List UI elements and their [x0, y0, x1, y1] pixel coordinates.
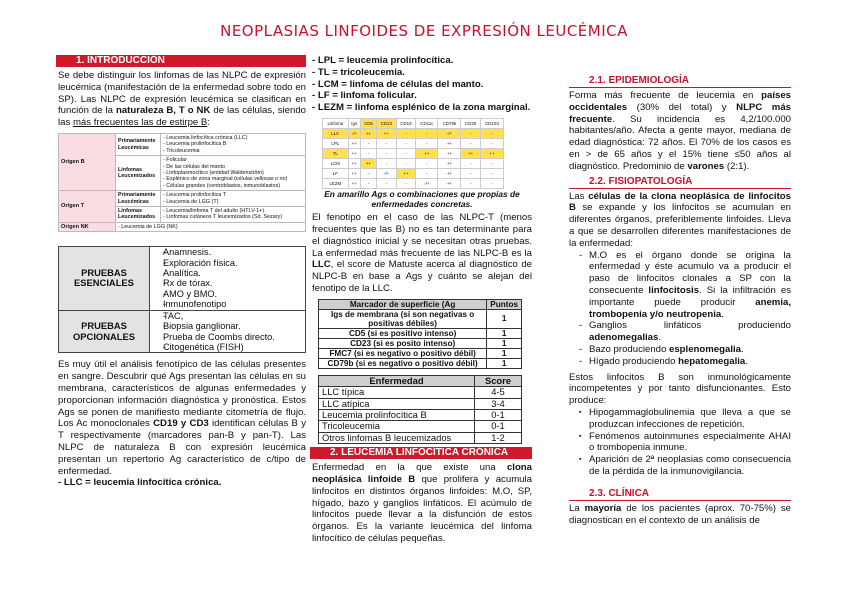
table-row: TL ++ - - - ++ ++ ++ ++: [323, 148, 504, 158]
manifestations-list: [569, 250, 791, 368]
table-row: LF ++ - -/+ ++ - ++ - -: [323, 168, 504, 178]
section-header-fisiopatologia: 2.2. FISIOPATOLOGÍA: [569, 176, 791, 189]
table-row: LCM ++ ++ - - - ++ - -: [323, 158, 504, 168]
table-row: CD5 (si es positivo intenso) 1: [319, 328, 522, 338]
abbrev-lezm: - LEZM = linfoma esplénico de la zona marginal.: [312, 102, 531, 114]
table-row: LLC atípica 3-4: [319, 398, 522, 409]
abbrev-lf: - LF = linfoma folicular.: [312, 90, 417, 102]
origin-table: Origen B Primariamente Leucémicas - Leucemia linfocítica crónica (LLC) - Leucemia prolinfocítica B - Tricoleucemia Linfomas Leucemizados - Folicular - De las células del manto - Linfoplasmocítico (entidad Waldenström) - Esplénico de zona marginal (células vellosas o no) - Células grandes (centroblastos, inmunoblastos) Origen T Primariamente Leucémicas - Leucemia prolinfocítica T - Leucemia de LGG (T) Linfomas Leucemizados - Leucemia/linfoma T del adulto (HTLV-1+) - Linfomas cutáneos T leucemizados (Sd. Sezary) Origen NK - Leucemia de LGG (NK): [58, 133, 306, 232]
origin-b-prim-list: - Leucemia linfocítica crónica (LLC) - Leucemia prolinfocítica B - Tricoleucemia: [161, 133, 306, 155]
table-row: LPL ++ - - - - ++ - -: [323, 138, 504, 148]
epidemiologia-paragraph: Forma más frecuente de leucemia en países occidentales (30% del total) y NLPC más frecuente. Su incidencia es 4,2/100.000 habitantes/año. Afecta a gente mayor, mediana de edad diagnóstica: 72 años. El 70% de los casos es en > de 65 años y el 15% tiene ≤50 años al diagnóstico. Predominio de varones (2:1).: [569, 90, 791, 172]
abbrev-lcm: - LCM = linfoma de células del manto.: [312, 78, 484, 90]
list-item: ▪ Fenómenos autoinmunes especialmente AHAI o trombopenia inmune.: [569, 431, 791, 455]
list-item: ▪ Hipogammaglobulinemia que lleva a que se produzcan infecciones de repetición.: [569, 407, 791, 431]
intro-paragraph: Se debe distinguir los linfomas de las NLPC de expresión leucémica (manifestación de la enfermedad sobre todo en SP). Las NLPC de expresión leucémica se clasifican en función de la naturaleza B, T o NK de las células, siendo las más frecuentes las de estirpe B:: [58, 70, 306, 129]
origin-b-lin-list: - Folicular - De las células del manto - Linfoplasmocítico (entidad Waldenström) - Esplénico de zona marginal (células vellosas o no) - Células grandes (centroblastos, inmunoblastos): [161, 156, 306, 191]
list-item: - M.O es el órgano donde se origina la enfermedad y éste acumulo va a producir el paso de linfocitos clonales a SP con la consecuente linfocitosis. Si la infiltración es importante puede producir anemia, trombopenia y/o neutropenia.: [569, 250, 791, 321]
abbrev-llc: - LLC = leucemia linfocítica crónica.: [58, 477, 222, 489]
score-table: Enfermedad Score LLC típica 4-5 LLC atípica 3-4 Leucemia prolinfocítica B 0-1 Tricoleucemia 0-1 Otros linfomas B leucemizados 1-2: [318, 375, 522, 444]
table-row: LLC típica 4-5: [319, 387, 522, 398]
table-row: Igs de membrana (si son negativas o positivas débiles) 1: [319, 309, 522, 328]
section-header-epidemiologia: 2.1. EPIDEMIOLOGÍA: [569, 75, 791, 88]
marker-table: [322, 118, 504, 189]
incompetent-paragraph: Estos linfocitos B son inmunológicamente incompetentes y por tanto disfuncionantes. Esto produce:: [569, 371, 791, 407]
list-item: - Ganglios linfáticos produciendo adenomegalias.: [569, 320, 791, 344]
marker-table-header: Linfoma Igs CD5 CD23 CD10 CD11c CD79b CD25 CD103: [323, 118, 504, 128]
page-title: NEOPLASIAS LINFOIDES DE EXPRESIÓN LEUCÉMICA: [220, 22, 628, 40]
phenotype-paragraph: Es muy útil el análisis fenotípico de las células presentes en sangre. Descubrir qué Ags presentan las células en su membrana, característicos de algunas enfermedades y proporcionan información diagnóstica y pronóstica. Estos Ags se ponen de manifiesto mediante citometría de flujo. Los Ac monoclonales CD19 y CD3 identifican células B y T respectivamente (marcadores pan-B y pan-T). Las NLPC de naturaleza B con expresión leucémica presentan un repertorio Ag característico de c/tipo de enfermedad.: [58, 359, 307, 477]
list-item: - Hígado produciendo hepatomegalia.: [569, 356, 791, 368]
list-item: - Bazo produciendo esplenomegalia.: [569, 344, 791, 356]
column-1: [58, 55, 306, 489]
llc-paragraph: Enfermedad en la que existe una clona neoplásica linfoide B que prolifera y acumula linfocitos en distintos órganos linfoides: M.O, SP, hígado, bazo y ganglios linfáticos. El acúmulo de linfocitos puede llevar a la disfunción de estos órganos. Es la variante leucémica del linfoma linfocítico de células pequeñas.: [312, 462, 532, 544]
marker-table-caption: En amarillo Ags o combinaciones que propias de enfermedades concretas.: [324, 188, 520, 209]
section-header-llc: 2. LEUCEMIA LINFOCÍTICA CRÓNICA: [310, 447, 532, 459]
consequences-list: [569, 407, 791, 478]
table-row: LLC -/+ ++ ++ - - -/+ - -: [323, 128, 504, 138]
pruebas-table: PRUEBAS ESENCIALES - Anamnesis. - Exploración física. - Analítica. - Rx de tórax. - AMO y BMO. - Inmunofenotipo PRUEBAS OPCIONALES - TAC, - Biopsia ganglionar. - Prueba de Coombs directo. - Citogenética (FISH): [58, 246, 306, 353]
pruebas-esenciales-list: - Anamnesis. - Exploración física. - Analítica. - Rx de tórax. - AMO y BMO. - Inmunofenotipo: [150, 247, 306, 310]
fisiopatologia-paragraph: Las células de la clona neoplásica de linfocitos B se expande y los linfocitos se acumulan en diferentes órganos, preferiblemente linfoides. Lleva a que se desarrollen diferentes manifestaciones de la enfermedad:: [569, 190, 791, 249]
section-header-introduccion: 1. INTRODUCCIÓN: [56, 55, 306, 67]
abbrev-lpl: - LPL = leucemia prolinfocítica.: [312, 55, 454, 66]
clinica-paragraph: La mayoría de los pacientes (aprox. 70-75%) se diagnostican en el contexto de un análisis de: [569, 502, 792, 526]
table-row: FMC7 (si es negativo o positivo débil) 1: [319, 348, 522, 358]
column-2: [312, 55, 532, 545]
table-row: LEZM ++ - - - -/+ ++ - -: [323, 178, 504, 188]
nlpc-t-paragraph: El fenotipo en el caso de las NLPC-T (menos frecuentes que las B) no es tan determinante para el diagnóstico inicial y se necesitan otras pruebas. La enfermedad más frecuente de las NLPC-B es la LLC, el score de Matuste acerca al diagnóstico de NLPC-B en base a Ags y cuánto se alejan del fenotipo de la LLC.: [312, 212, 532, 294]
table-row: Leucemia prolinfocítica B 0-1: [319, 409, 522, 420]
table-row: Otros linfomas B leucemizados 1-2: [319, 432, 522, 443]
pruebas-opcionales-list: - TAC, - Biopsia ganglionar. - Prueba de Coombs directo. - Citogenética (FISH): [150, 310, 306, 353]
abbrev-tl: - TL = tricoleucemia.: [312, 66, 405, 78]
table-row: CD79b (si es negativo o positivo débil) 1: [319, 358, 522, 368]
section-header-clinica: 2.3. CLÍNICA: [569, 488, 791, 501]
column-3: [569, 37, 791, 526]
list-item: ▪ Aparición de 2ª neoplasias como consecuencia de la pérdida de la inmunovigilancia.: [569, 454, 791, 478]
table-row: Tricoleucemia 0-1: [319, 421, 522, 432]
table-row: CD23 (si es posito intenso) 1: [319, 338, 522, 348]
matutes-marker-table: Marcador de superficie (Ag Puntos Igs de membrana (si son negativas o positivas débiles) 1 CD5 (si es positivo intenso) 1 CD23 (si es posito intenso) 1 FMC7 (si es negativo o positivo débil) 1 CD79b (si es negativo o positivo débil) 1: [318, 299, 522, 369]
